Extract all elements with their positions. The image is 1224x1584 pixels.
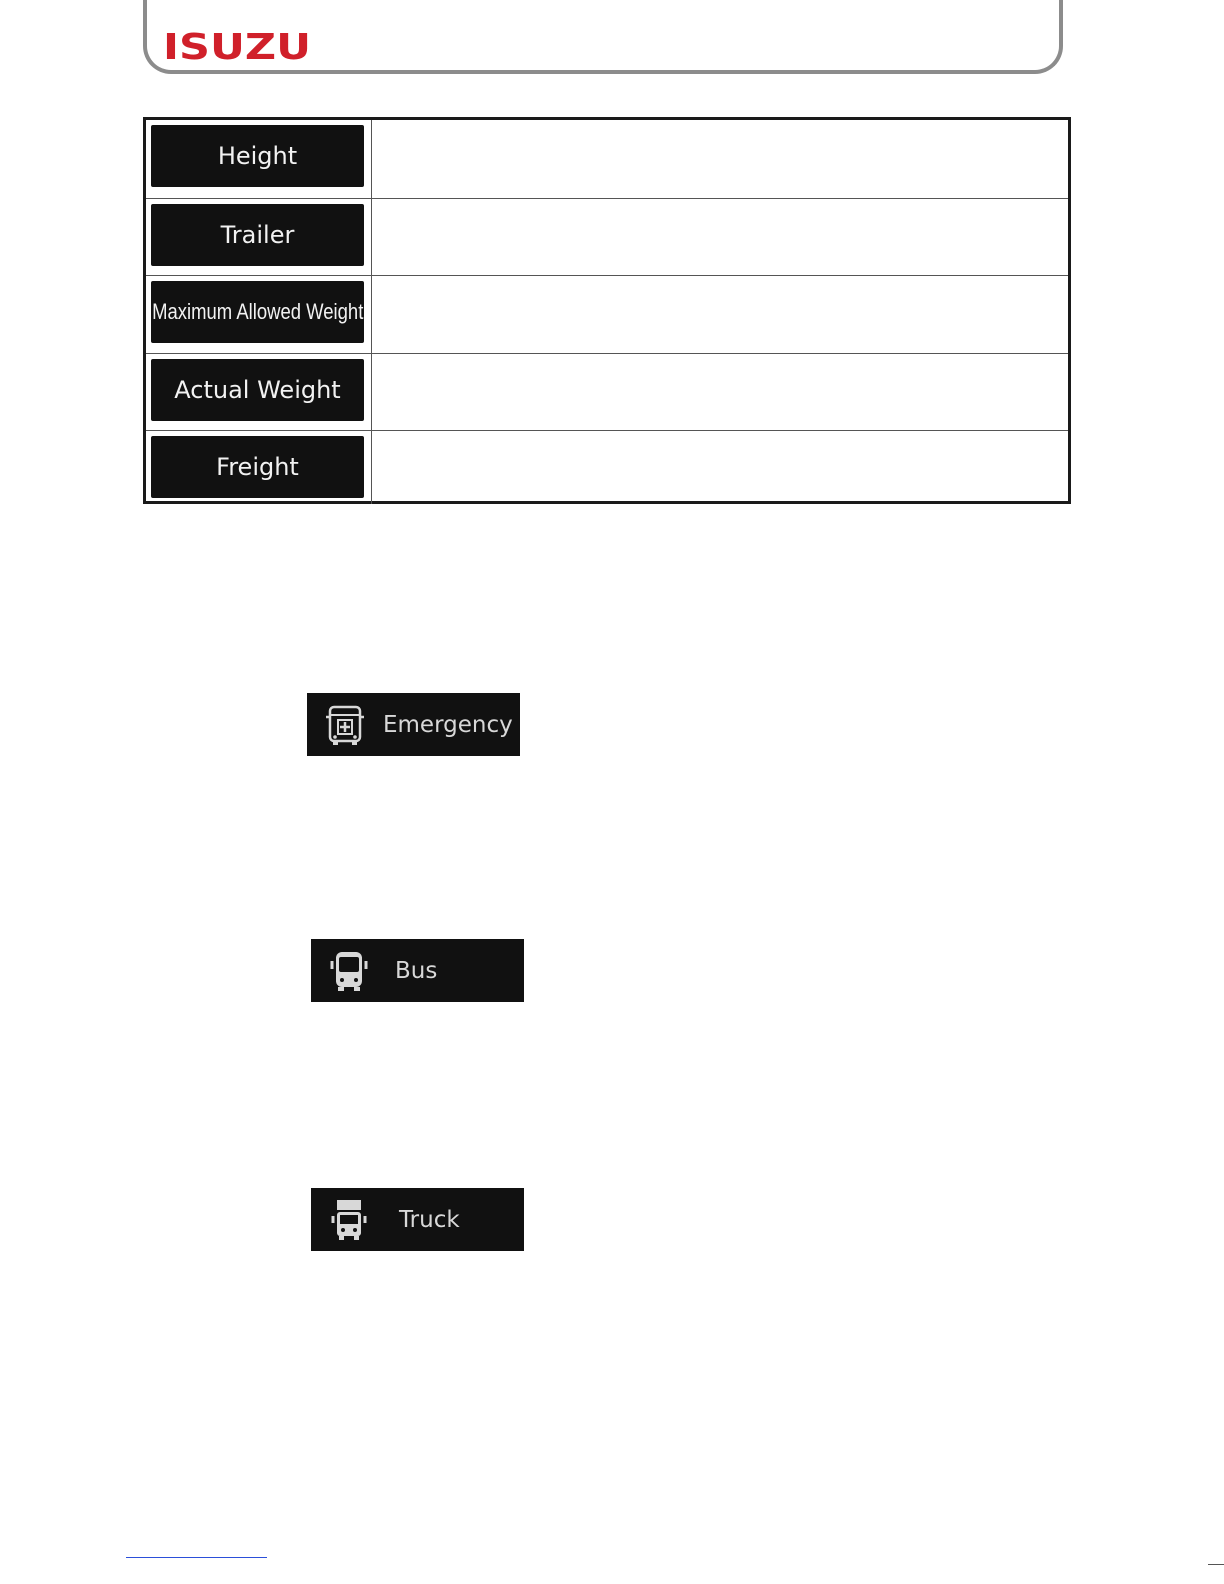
truck-button[interactable] (311, 1188, 524, 1251)
height-button[interactable]: Height (151, 125, 364, 187)
truck-label: Truck (399, 1206, 460, 1233)
emergency-vehicle-icon (321, 701, 369, 749)
description-cell (372, 276, 1068, 353)
freight-button[interactable]: Freight (151, 436, 364, 498)
vehicle-parameters-table (143, 117, 1071, 504)
emergency-label: Emergency (383, 711, 513, 738)
bus-label: Bus (395, 957, 438, 984)
description-cell (372, 431, 1068, 504)
isuzu-logo (163, 30, 313, 62)
description-cell (372, 120, 1068, 198)
label-cell (146, 354, 372, 430)
brand-text: ISUZU (163, 30, 311, 62)
table-row (146, 120, 1068, 198)
label-cell (146, 120, 372, 198)
footer-link-underline (126, 1557, 267, 1558)
bus-icon (325, 947, 373, 995)
description-cell (372, 199, 1068, 275)
description-cell (372, 354, 1068, 430)
label-cell (146, 276, 372, 353)
truck-icon (325, 1196, 373, 1244)
maximum-allowed-weight-label: Maximum Allowed Weight (151, 299, 364, 324)
table-row (146, 353, 1068, 430)
actual-weight-button[interactable]: Actual Weight (151, 359, 364, 421)
table-row (146, 198, 1068, 275)
label-cell (146, 431, 372, 504)
label-cell (146, 199, 372, 275)
maximum-allowed-weight-button[interactable] (151, 281, 364, 343)
emergency-button[interactable] (307, 693, 520, 756)
table-row (146, 430, 1068, 504)
bus-button[interactable] (311, 939, 524, 1002)
footer-mark (1208, 1564, 1224, 1565)
trailer-button[interactable]: Trailer (151, 204, 364, 266)
table-row (146, 275, 1068, 353)
